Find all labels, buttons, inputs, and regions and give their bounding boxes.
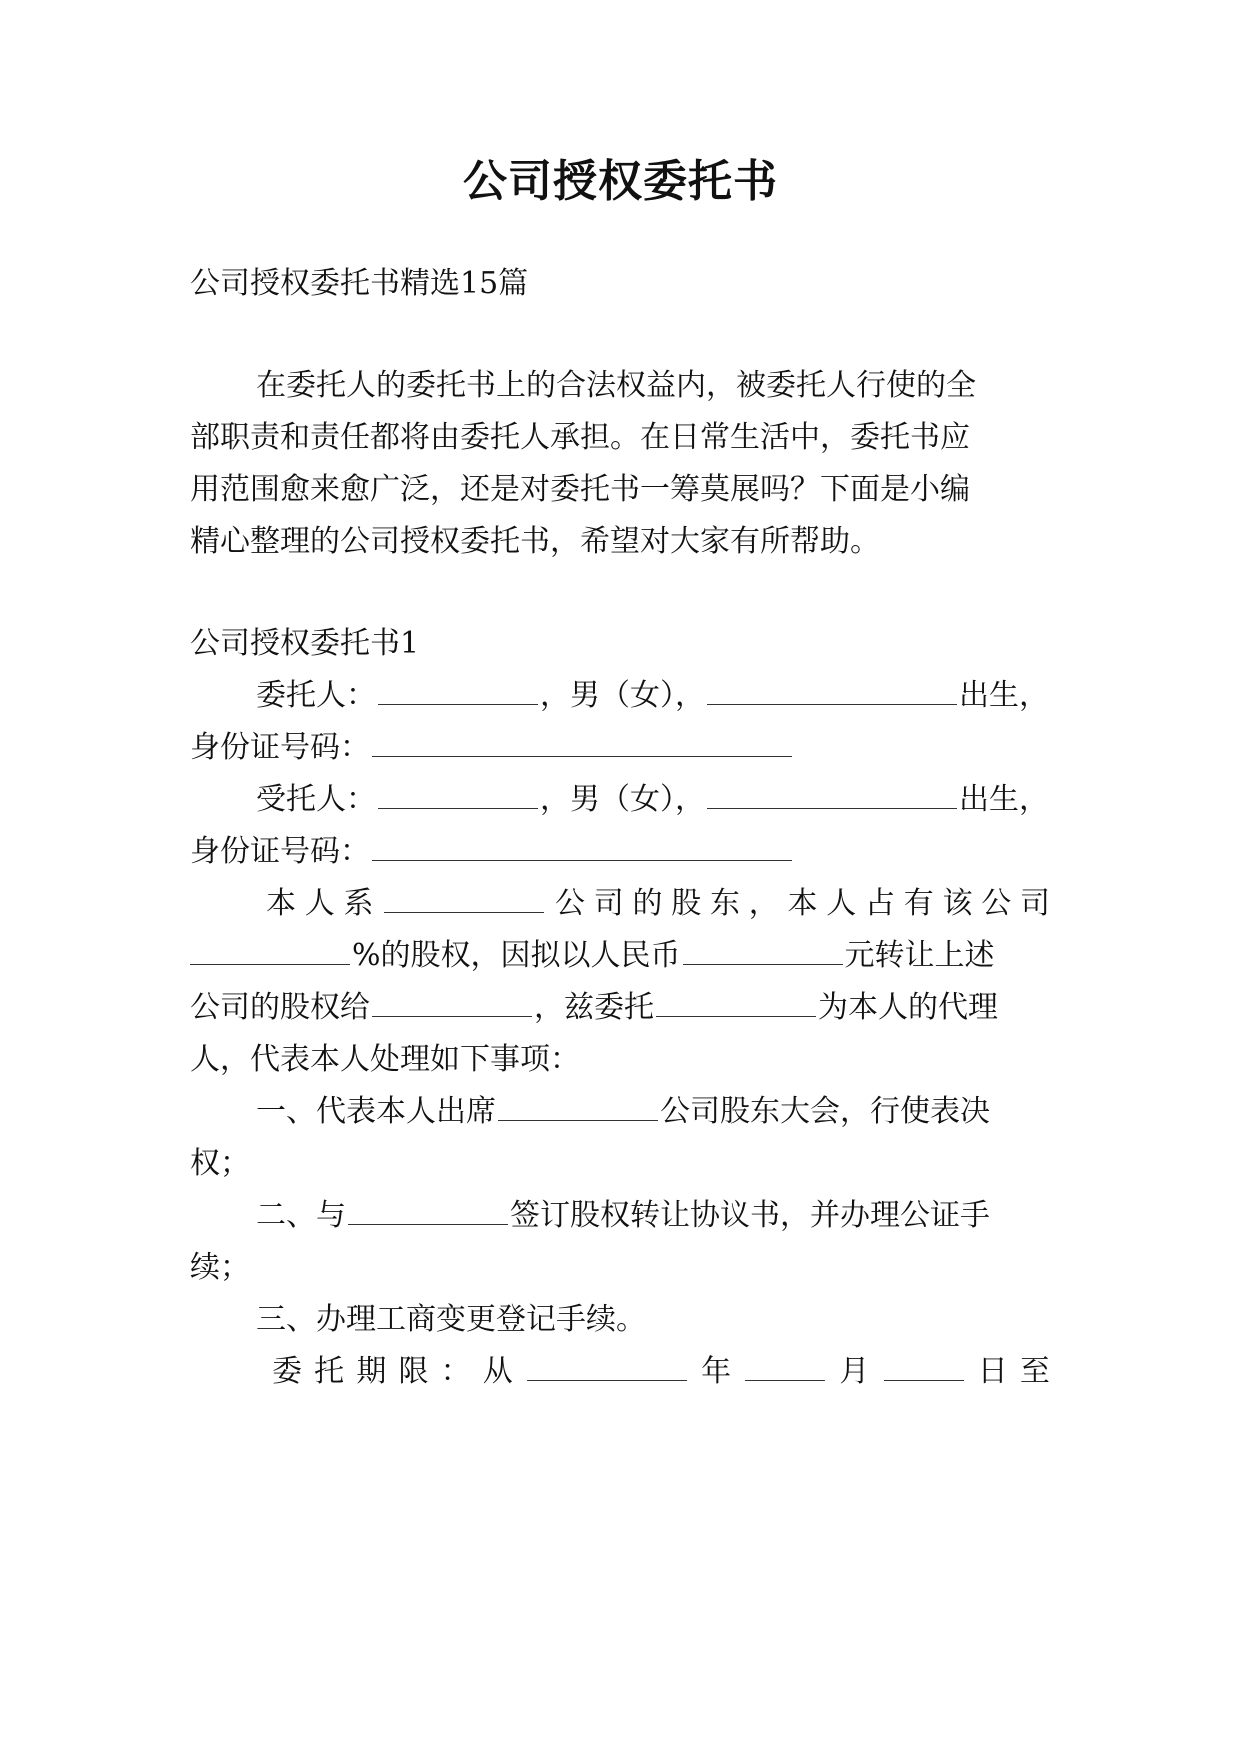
char: 从 [482, 1354, 513, 1389]
char: 司 [1020, 886, 1050, 921]
start-year-blank[interactable] [527, 1350, 687, 1381]
intro-line-4: 精心整理的公司授权委托书，希望对大家有所帮助。 [190, 524, 880, 559]
char: 的 [632, 886, 663, 921]
char: 人 [304, 886, 335, 921]
item-2-line [256, 1194, 1050, 1238]
item-2-text: 二、与 [256, 1198, 346, 1233]
item-1-text-b: 公司股东大会，行使表决 [660, 1094, 990, 1129]
year-label: 年 [701, 1354, 732, 1389]
intro-line-1: 在委托人的委托书上的合法权益内，被委托人行使的全 [256, 368, 976, 403]
section-heading: 公司授权委托书1 [190, 626, 420, 661]
transferee-blank[interactable] [372, 986, 532, 1017]
term-line [272, 1350, 1050, 1394]
agent-line [256, 778, 1050, 822]
shareholder-line-3 [190, 986, 1050, 1030]
char: 东 [710, 886, 740, 921]
char: 系 [343, 886, 374, 921]
item-1-line-2: 权； [190, 1146, 250, 1181]
principal-label: 委托人： [256, 678, 376, 713]
char: 司 [593, 886, 624, 921]
document-title: 公司授权委托书 [463, 156, 778, 207]
proxy-blank[interactable] [656, 986, 816, 1017]
item-2-text-b: 签订股权转让协议书，并办理公证手 [510, 1198, 990, 1233]
principal-birth-blank[interactable] [707, 674, 957, 705]
document-subtitle: 公司授权委托书精选15篇 [190, 266, 529, 301]
start-month-blank[interactable] [745, 1350, 825, 1381]
gender-text: ，男（女）， [540, 678, 705, 713]
char: 日 [977, 1354, 1008, 1389]
meeting-company-blank[interactable] [498, 1090, 658, 1121]
percent-blank[interactable] [190, 934, 350, 965]
counterparty-blank[interactable] [348, 1194, 508, 1225]
agent-birth-blank[interactable] [707, 778, 957, 809]
shareholder-line-4: 人，代表本人处理如下事项： [190, 1042, 580, 1077]
char: 至 [1019, 1354, 1050, 1389]
char: 托 [314, 1354, 345, 1389]
item-1-text: 一、代表本人出席 [256, 1094, 496, 1129]
born-text: 出生， [959, 678, 1049, 713]
id-label: 身份证号码： [190, 730, 370, 765]
shareholder-line-2 [190, 934, 1050, 978]
intro-line-3: 用范围愈来愈广泛，还是对委托书一筹莫展吗？下面是小编 [190, 472, 970, 507]
start-day-blank[interactable] [884, 1350, 964, 1381]
item-3-line: 三、办理工商变更登记手续。 [256, 1302, 646, 1337]
agent-name-blank[interactable] [378, 778, 538, 809]
char: 委 [272, 1354, 302, 1389]
char: 本 [266, 886, 296, 921]
agent-id-blank[interactable] [372, 830, 792, 861]
principal-line [256, 674, 1050, 718]
transfer-to-text: 公司的股权给 [190, 990, 370, 1025]
char: 人 [826, 886, 857, 921]
char: ， [748, 886, 779, 921]
share-text: %的股权，因拟以人民币 [352, 938, 681, 973]
company-blank[interactable] [384, 882, 544, 913]
char: 该 [942, 886, 973, 921]
char: 有 [903, 886, 934, 921]
shareholder-line-1 [266, 882, 1050, 926]
item-1-line [256, 1090, 1050, 1134]
gender-text: ，男（女）， [540, 782, 705, 817]
entrust-text: ，兹委托 [534, 990, 654, 1025]
principal-name-blank[interactable] [378, 674, 538, 705]
id-label: 身份证号码： [190, 834, 370, 869]
char: 占 [865, 886, 895, 921]
transfer-text: 元转让上述 [844, 938, 995, 973]
char: ： [440, 1354, 471, 1389]
proxy-text: 为本人的代理 [818, 990, 998, 1025]
char: 本 [787, 886, 818, 921]
char: 期 [356, 1354, 387, 1389]
char: 公 [555, 886, 585, 921]
char: 限 [398, 1354, 429, 1389]
item-2-line-2: 续； [190, 1250, 250, 1285]
char: 公 [981, 886, 1012, 921]
born-text: 出生， [959, 782, 1049, 817]
price-blank[interactable] [683, 934, 843, 965]
char: 股 [671, 886, 702, 921]
principal-id-line [190, 726, 1050, 770]
agent-id-line [190, 830, 1050, 874]
month-label: 月 [839, 1354, 870, 1389]
agent-label: 受托人： [256, 782, 376, 817]
principal-id-blank[interactable] [372, 726, 792, 757]
intro-line-2: 部职责和责任都将由委托人承担。在日常生活中，委托书应 [190, 420, 970, 455]
